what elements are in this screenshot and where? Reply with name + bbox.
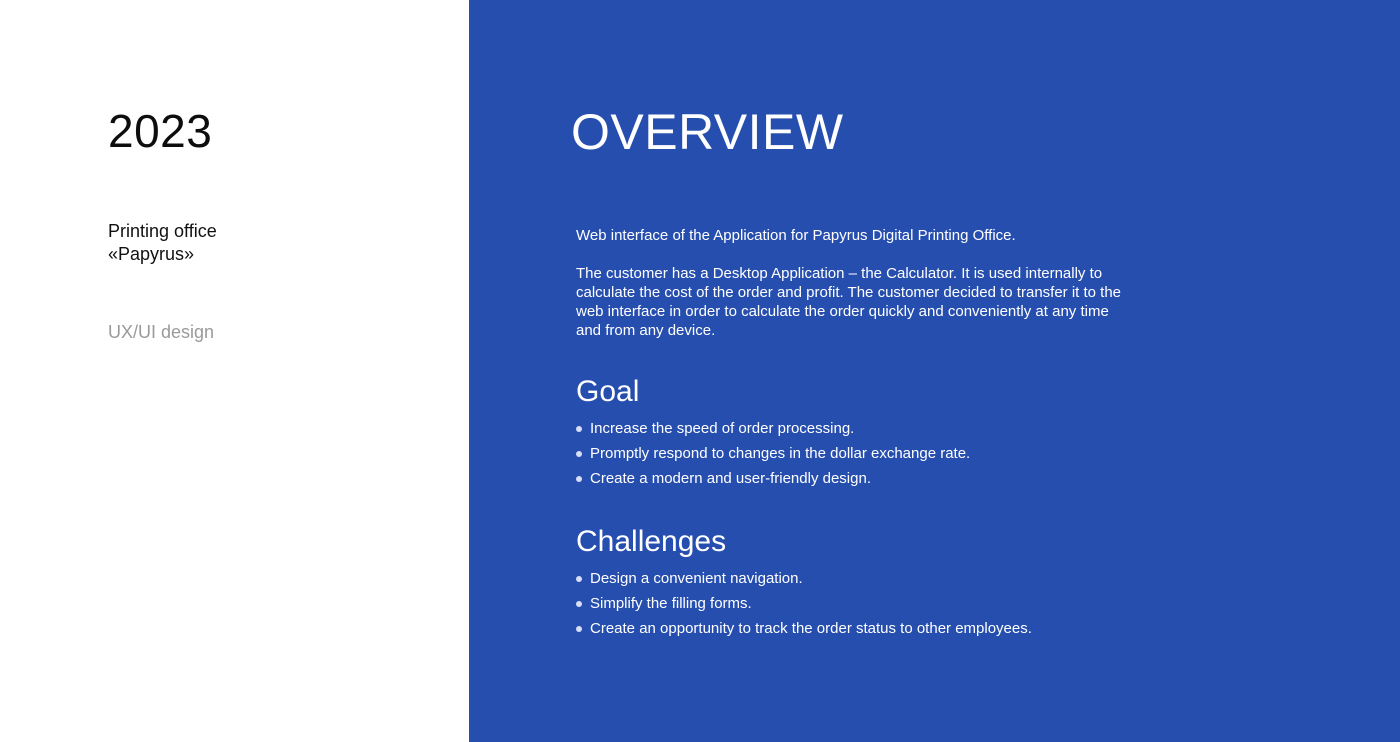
goal-item-text: Promptly respond to changes in the dollar exchange rate. [590,445,971,462]
bullet-dot-icon [576,626,582,632]
intro-paragraph: Web interface of the Application for Papyrus Digital Printing Office. [576,227,1016,244]
challenge-item [576,566,1136,591]
bullet-dot-icon [576,451,582,457]
project-info-panel [0,0,469,742]
description-paragraph: The customer has a Desktop Application – the Calculator. It is used internally to calculate the cost of the order and profit. The customer decided to transfer it to the web interface in order to calculate the order quickly and conveniently at any time and from any device. [576,265,1122,339]
project-name-line-2: «Papyrus» [108,244,195,264]
challenge-item [576,591,1136,616]
challenges-list [576,566,1136,641]
goal-heading: Goal [576,375,640,408]
overview-content [576,226,1136,641]
bullet-dot-icon [576,476,582,482]
bullet-dot-icon [576,426,582,432]
goal-item [576,466,1136,491]
project-name [108,220,217,266]
challenge-item-text: Create an opportunity to track the order status to other employees. [590,620,1032,637]
goal-item-text: Increase the speed of order processing. [590,420,855,437]
bullet-dot-icon [576,576,582,582]
overview-panel [469,0,1400,742]
goal-item [576,416,1136,441]
overview-title: OVERVIEW [571,104,844,160]
project-discipline: UX/UI design [108,322,215,342]
goal-list [576,416,1136,491]
project-name-line-1: Printing office [108,221,217,241]
project-year: 2023 [108,105,213,157]
challenges-heading: Challenges [576,525,727,558]
challenge-item-text: Simplify the filling forms. [590,595,752,612]
bullet-dot-icon [576,601,582,607]
challenge-item [576,616,1136,641]
goal-item-text: Create a modern and user-friendly design. [590,470,871,487]
goal-item [576,441,1136,466]
challenge-item-text: Design a convenient navigation. [590,570,803,587]
